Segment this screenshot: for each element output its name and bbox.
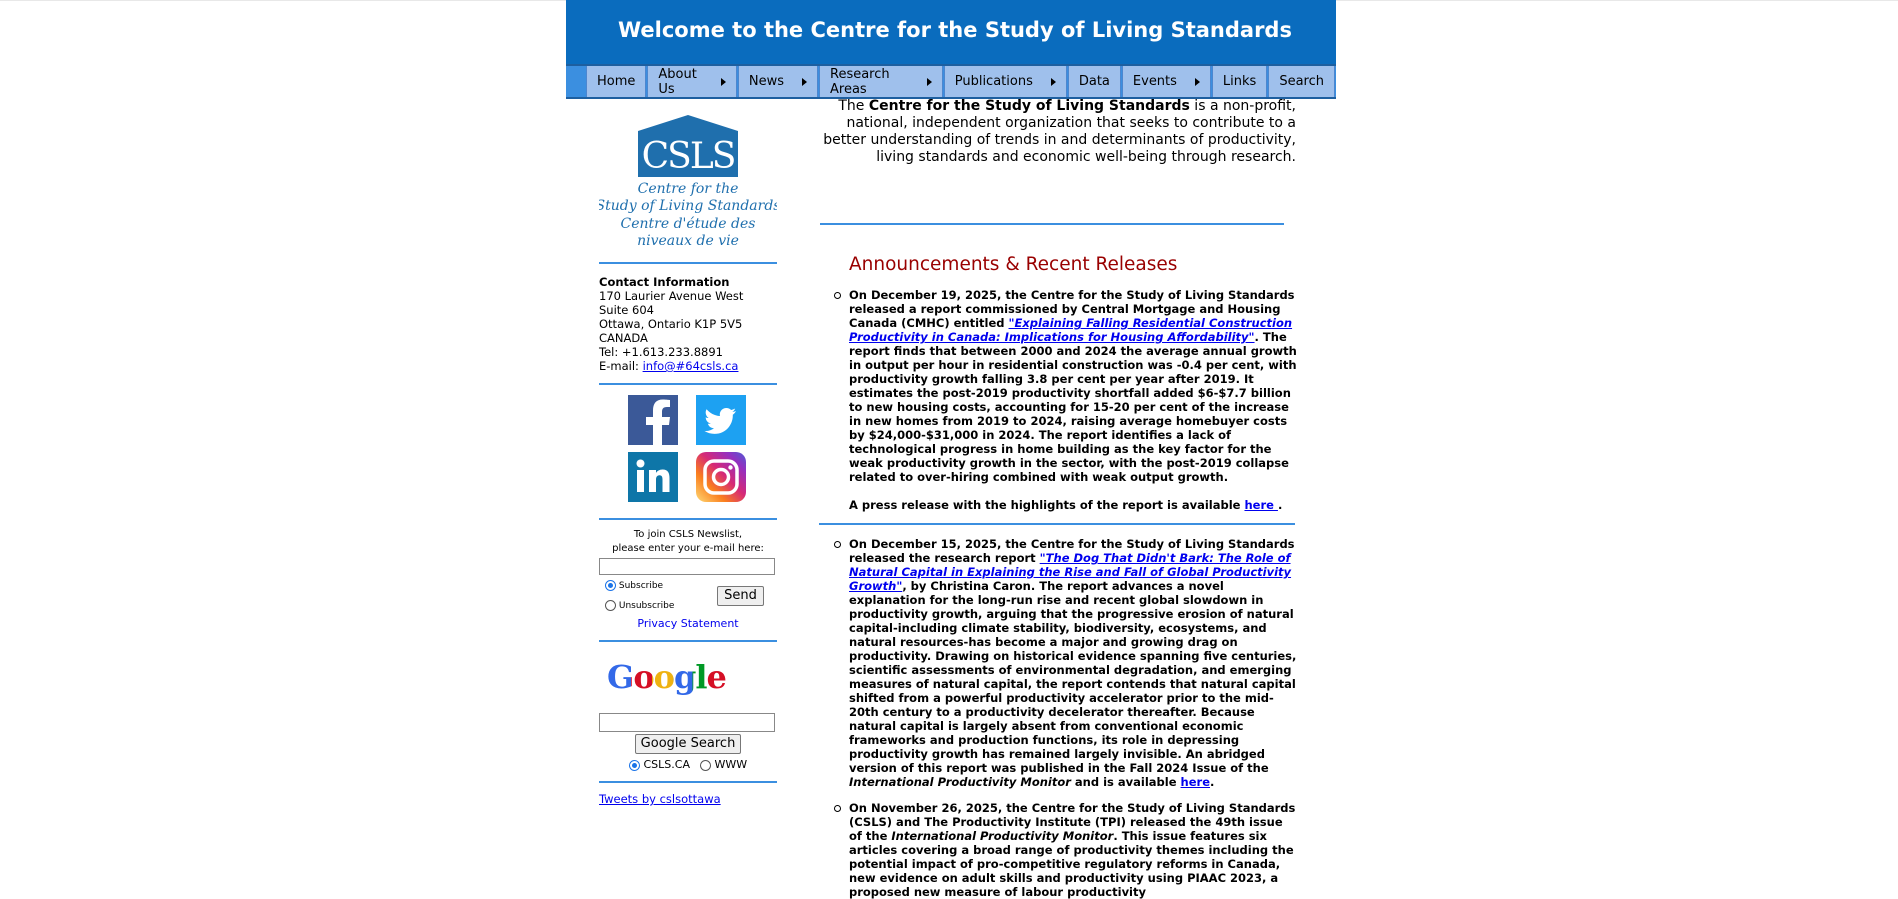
nav-links[interactable]	[1212, 66, 1267, 97]
svg-text:Centre for the: Centre for the	[637, 181, 739, 197]
subscribe-option[interactable]	[605, 580, 663, 591]
contact-heading: Contact Information	[599, 275, 730, 289]
divider	[599, 262, 777, 264]
svg-text:Centre d'étude des: Centre d'étude des	[620, 216, 756, 232]
google-logo	[607, 658, 726, 698]
divider	[599, 383, 777, 385]
nav-home-label: Home	[597, 74, 636, 89]
submenu-arrow-icon	[802, 78, 807, 86]
csls-logo-icon	[599, 115, 777, 255]
item-text: On December 19, 2025, the Centre for the Study of Living Standards released a report commissioned by Central Mortgage and Housing Canada (CMHC) entitled	[849, 288, 1295, 330]
submenu-arrow-icon	[927, 78, 932, 86]
report-link[interactable]: "Explaining Falling Residential Construction Productivity in Canada: Implications for Housing Affordability"	[849, 316, 1293, 344]
csls-option-label: CSLS.CA	[643, 758, 690, 771]
linkedin-icon[interactable]	[628, 452, 678, 502]
csls-radio[interactable]	[629, 760, 640, 771]
main-nav-bar	[566, 64, 1336, 99]
item-text: On December 15, 2025, the Centre for the Study of Living Standards released the research report	[849, 537, 1295, 565]
page-container	[566, 0, 1336, 899]
search-scope-www[interactable]	[700, 758, 747, 771]
contact-address-line: Ottawa, Ontario K1P 5V5	[599, 317, 743, 331]
svg-text:niveaux de vie: niveaux de vie	[637, 233, 739, 249]
unsubscribe-option[interactable]	[605, 600, 674, 611]
social-icons	[628, 395, 748, 515]
nav-research-areas[interactable]	[819, 66, 943, 97]
divider	[599, 640, 777, 642]
press-release-link[interactable]: here	[1244, 498, 1278, 512]
bullet-icon	[834, 292, 841, 299]
intro-pre: The	[838, 98, 869, 114]
unsubscribe-label: Unsubscribe	[618, 601, 675, 611]
publication-name: International Productivity Monitor	[891, 829, 1114, 843]
item-text: .	[1210, 775, 1215, 789]
subscribe-radio[interactable]	[605, 580, 616, 591]
nav-news[interactable]	[738, 66, 818, 97]
nav-data[interactable]	[1068, 66, 1121, 97]
csls-logo[interactable]	[599, 115, 777, 255]
contact-phone: Tel: +1.613.233.8891	[599, 345, 723, 359]
intro-paragraph	[816, 98, 1296, 166]
here-link[interactable]: here	[1180, 775, 1211, 789]
publication-name: International Productivity Monitor	[849, 775, 1071, 789]
intro-post: is a non-profit, national, independent organization that seeks to contribute to a better understanding of trends in and determinants of productivity, living standards and economic well-being through research.	[823, 98, 1296, 165]
item-text: On November 26, 2025, the Centre for the Study of Living Standards (CSLS) and The Productivity Institute (TPI) released the 49th issue of the	[849, 801, 1296, 843]
nav-search-label: Search	[1279, 74, 1324, 89]
contact-address-line: 170 Laurier Avenue West	[599, 289, 744, 303]
newsletter-line1: To join CSLS Newslist,	[633, 529, 743, 540]
nav-events[interactable]	[1122, 66, 1211, 97]
nav-publications-label: Publications	[954, 74, 1033, 89]
report-link[interactable]: "The Dog That Didn't Bark: The Role of Natural Capital in Explaining the Rise and Fall of Global Productivity Growth"	[849, 551, 1292, 593]
nav-home[interactable]	[586, 66, 646, 97]
list-item	[849, 288, 1297, 512]
item-text: and is available	[1070, 775, 1181, 789]
nav-about-us[interactable]	[647, 66, 736, 97]
google-search-input[interactable]	[599, 713, 775, 732]
google-logo-text: Google	[607, 658, 726, 696]
contact-address-line: Suite 604	[599, 303, 654, 317]
site-banner	[566, 0, 1336, 64]
instagram-icon[interactable]	[696, 452, 746, 502]
bullet-icon	[834, 805, 841, 812]
item-text: . This issue features six articles covering a broad range of productivity themes including the potential impact of pro-competitive regulatory reforms in Canada, new evidence on adult skills and productivity using PIAAC 2023, a proposed new measure of labour productivity	[849, 829, 1294, 899]
submenu-arrow-icon	[721, 78, 726, 86]
svg-text:Study of Living Standards: Study of Living Standards	[599, 198, 777, 214]
list-item	[849, 801, 1297, 899]
privacy-statement-link[interactable]: Privacy Statement	[637, 617, 739, 630]
nav-links-label: Links	[1222, 74, 1257, 89]
svg-text:CSLS: CSLS	[641, 136, 735, 177]
item-text: , by Christina Caron. The report advances a novel explanation for the long-run rise and recent global slowdown in productivity growth, arguing that the progressive erosion of natural capital-including climate stability, biodiversity, ecosystems, and natural resources-has become a major and growing drag on productivity. Drawing on historical evidence spanning five centuries, scientific assessments of environmental degradation, and emerging measures of natural capital, the report contends that natural capital shifted from a powerful productivity accelerator prior to the mid-20th century to a productivity decelerator thereafter. Because natural capital is largely absent from conventional economic frameworks and production functions, its role in depressing productivity growth has remained largely invisible. An abridged version of this report was published in the Fall 2024 Issue of the	[849, 579, 1297, 775]
press-release-text: A press release with the highlights of the report is available	[849, 498, 1245, 512]
contact-address-line: CANADA	[599, 331, 648, 345]
www-option-label: WWW	[714, 758, 748, 771]
intro-org-name: Centre for the Study of Living Standards	[868, 98, 1190, 114]
main-nav	[586, 66, 1336, 97]
unsubscribe-radio[interactable]	[605, 600, 616, 611]
email-label: E-mail:	[599, 359, 643, 373]
submenu-arrow-icon	[1195, 78, 1200, 86]
divider	[819, 523, 1295, 525]
send-button[interactable]: Send	[717, 586, 764, 606]
item-text: .	[1277, 498, 1283, 512]
nav-data-label: Data	[1078, 74, 1110, 89]
facebook-icon[interactable]	[628, 395, 678, 445]
divider	[599, 781, 777, 783]
divider	[820, 223, 1284, 225]
tweets-link[interactable]: Tweets by cslsottawa	[599, 792, 721, 806]
twitter-icon[interactable]	[696, 395, 746, 445]
google-search-button[interactable]: Google Search	[635, 734, 741, 754]
announcements-list	[849, 288, 1297, 899]
submenu-arrow-icon	[1051, 78, 1056, 86]
www-radio[interactable]	[700, 760, 711, 771]
subscribe-label: Subscribe	[618, 581, 664, 591]
item-text: . The report finds that between 2000 and 2024 the average annual growth in output per hour in residential construction was -0.4 per cent, with productivity growth falling 3.8 per cent per year after 2019. It estimates the post-2019 productivity shortfall added $6-$7.7 billion to new housing costs, accounting for 15-20 per cent of the increase in new homes from 2019 to 2024, raising average homebuyer costs by $24,000-$31,000 in 2024. The report identifies a lack of technological progress in home building as the key factor for the weak productivity growth in the sector, with the post-2019 collapse related to over-hiring combined with weak output growth.	[849, 330, 1297, 484]
nav-publications[interactable]	[944, 66, 1067, 97]
site-title: Welcome to the Centre for the Study of Living Standards	[618, 18, 1292, 42]
list-item	[849, 537, 1297, 789]
newsletter-line2: please enter your e-mail here:	[612, 543, 764, 554]
nav-events-label: Events	[1132, 74, 1177, 89]
email-link[interactable]: info@#64csls.ca	[642, 359, 739, 373]
search-scope-csls[interactable]	[629, 758, 690, 771]
announcements-heading: Announcements & Recent Releases	[849, 254, 1178, 275]
divider	[599, 518, 777, 520]
contact-information	[599, 275, 777, 373]
nav-about-us-label: About Us	[658, 66, 697, 97]
nav-research-areas-label: Research Areas	[830, 66, 890, 97]
nav-news-label: News	[748, 74, 784, 89]
newsletter-email-input[interactable]	[599, 558, 775, 575]
nav-search[interactable]	[1268, 66, 1335, 97]
newsletter-prompt	[599, 528, 777, 556]
bullet-icon	[834, 541, 841, 548]
